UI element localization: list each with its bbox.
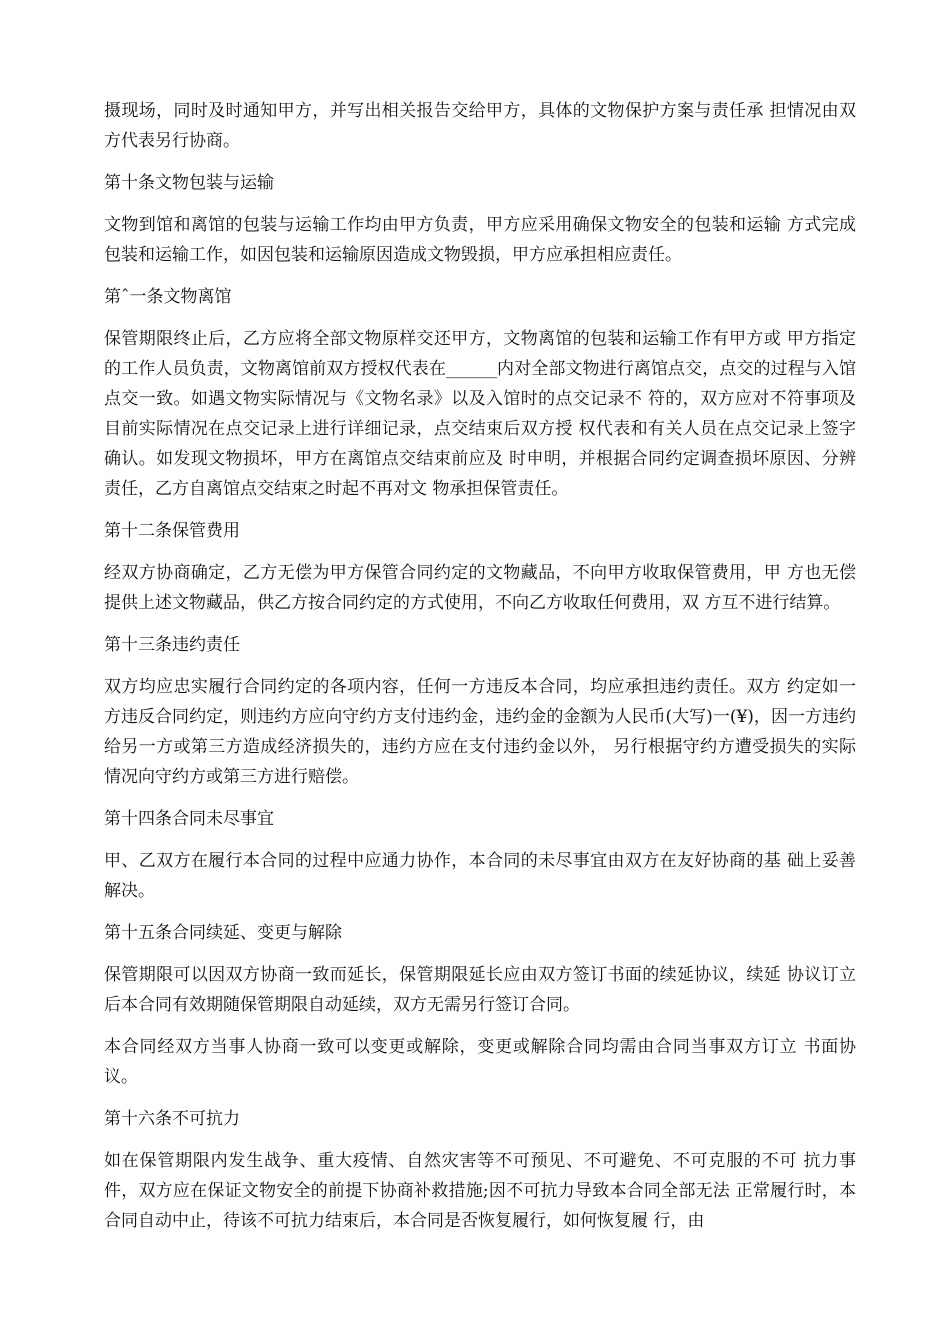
article-13-heading: 第十三条违约责任 xyxy=(104,635,240,655)
article-13-body: 双方均应忠实履行合同约定的各项内容，任何一方违反本合同，均应承担违约责任。双方 约定如一方违反合同约定，则违约方应向守约方支付违约金，违约金的金额为人民币(大写)一(¥)，因一方违约给另一方或第三方造成经济损失的，违约方应在支付违约金以外， 另行根据守约方遭受损失的实际情况向守约方或第三方进行赔偿。 xyxy=(104,677,856,787)
document-page xyxy=(104,96,856,1248)
clause-9-continuation: 摄现场，同时及时通知甲方，并写出相关报告交给甲方，具体的文物保护方案与责任承 担情况由双方代表另行协商。 xyxy=(104,101,856,151)
article-14-body: 甲、乙双方在履行本合同的过程中应通力协作，本合同的未尽事宜由双方在友好协商的基 础上妥善解决。 xyxy=(104,851,856,901)
article-16-heading: 第十六条不可抗力 xyxy=(104,1109,240,1129)
article-10-body: 文物到馆和离馆的包装与运输工作均由甲方负责，甲方应采用确保文物安全的包装和运输 方式完成包装和运输工作，如因包装和运输原因造成文物毁损，甲方应承担相应责任。 xyxy=(104,215,856,265)
article-11-body: 保管期限终止后，乙方应将全部文物原样交还甲方，文物离馆的包装和运输工作有甲方或 甲方指定的工作人员负责，文物离馆前双方授权代表在______内对全部文物进行离馆点交，点交的过程与入馆点交一致。如遇文物实际情况与《文物名录》以及入馆时的点交记录不 符的，双方应对不符事项及目前实际情况在点交记录上进行详细记录，点交结束后双方授 权代表和有关人员在点交记录上签字确认。如发现文物损坏，甲方在离馆点交结束前应及 时申明，并根据合同约定调查损坏原因、分辨责任，乙方自离馆点交结束之时起不再对文 物承担保管责任。 xyxy=(104,329,856,499)
article-15-body-1: 保管期限可以因双方协商一致而延长，保管期限延长应由双方签订书面的续延协议，续延 协议订立后本合同有效期随保管期限自动延续，双方无需另行签订合同。 xyxy=(104,965,856,1015)
article-12-body: 经双方协商确定，乙方无偿为甲方保管合同约定的文物藏品，不向甲方收取保管费用，甲 方也无偿提供上述文物藏品，供乙方按合同约定的方式使用，不向乙方收取任何费用，双 方互不进行结算。 xyxy=(104,563,856,613)
article-16-body: 如在保管期限内发生战争、重大疫情、自然灾害等不可预见、不可避免、不可克服的不可 抗力事件，双方应在保证文物安全的前提下协商补救措施;因不可抗力导致本合同全部无法 正常履行时，本合同自动中止，待该不可抗力结束后，本合同是否恢复履行，如何恢复履 行，由 xyxy=(104,1151,856,1231)
article-15-heading: 第十五条合同续延、变更与解除 xyxy=(104,923,342,943)
article-15-body-2: 本合同经双方当事人协商一致可以变更或解除，变更或解除合同均需由合同当事双方订立 书面协议。 xyxy=(104,1037,856,1087)
article-12-heading: 第十二条保管费用 xyxy=(104,521,240,541)
article-14-heading: 第十四条合同未尽事宜 xyxy=(104,809,274,829)
article-10-heading: 第十条文物包装与运输 xyxy=(104,173,274,193)
article-11-heading: 第ˆ一条文物离馆 xyxy=(104,287,232,307)
